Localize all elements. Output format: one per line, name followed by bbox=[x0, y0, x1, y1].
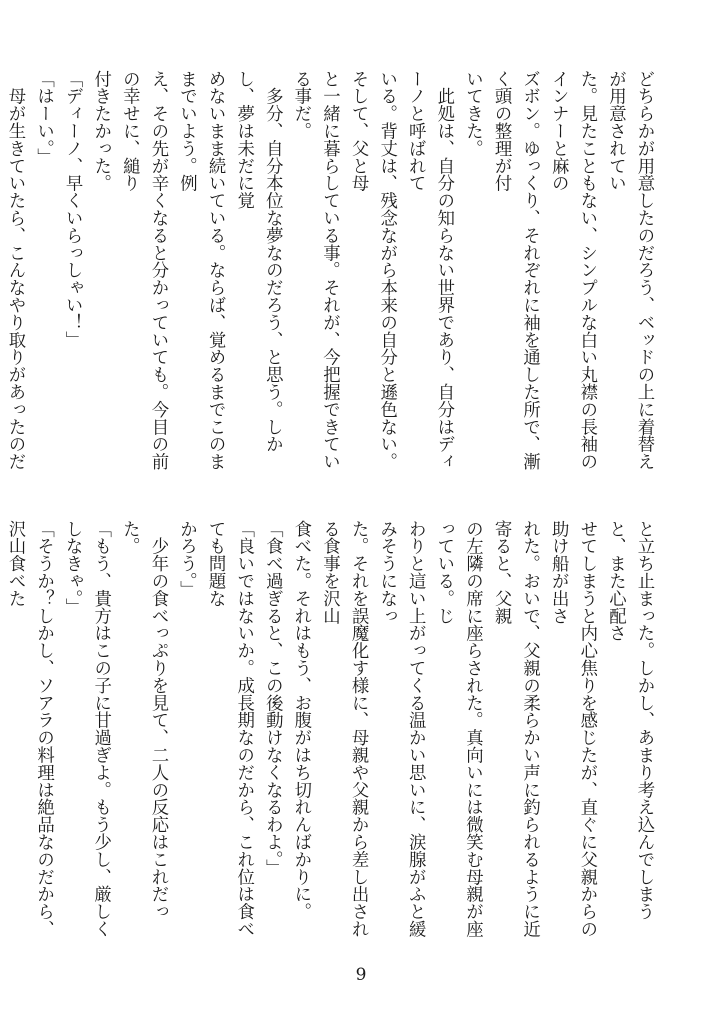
text-line: 「そうか？しかし、ソアラの料理は絶品なのだから、沢山食べた bbox=[4, 520, 54, 938]
text-line: いる。背丈は、残念ながら本来の自分と遜色ない。そして、父と母 bbox=[348, 70, 397, 471]
text-line: た。それを誤魔化す様に、母親や父親から差し出される食事を沢山 bbox=[319, 520, 369, 938]
text-line: 母が生きていたら、こんなやり取りがあったのだ bbox=[4, 87, 25, 471]
text-line: 「もう、貴方はこの子に甘過ぎよ。もう少し、厳しくしなきゃ。」 bbox=[62, 520, 111, 938]
text-line: めないまま続いている。ならば、覚めるまでこのままでいよう。例 bbox=[176, 70, 226, 471]
text-line: の左隣の席に座らされた。真向いには微笑む母親が座っている。じ bbox=[433, 520, 483, 938]
text-line: 付きたかった。 bbox=[90, 70, 111, 192]
page-number: 9 bbox=[355, 965, 367, 985]
text-line: と一緒に暮らしている事。それが、今把握できている事だ。 bbox=[290, 70, 340, 471]
text-line: 多分、自分本位な夢なのだろう、と思う。しかし、夢は未だに覚 bbox=[233, 70, 283, 453]
text-line: いてきた。 bbox=[462, 70, 483, 157]
text-line: 「はーい。」 bbox=[33, 70, 54, 166]
text-line: 少年の食べっぷりを見て、二人の反応はこれだった。 bbox=[119, 520, 168, 921]
lower-text-block bbox=[4, 520, 658, 946]
text-line: ズボン。ゆっくり、それぞれに袖を通した所で、漸く頭の整理が付 bbox=[491, 70, 540, 471]
text-line: かろう。」 bbox=[176, 520, 197, 599]
text-line: え、その先が辛くなると分かっていても。今目の前の幸せに、縋り bbox=[119, 70, 168, 471]
text-line: 「良いではないか。成長期なのだから、これ位は食べても問題な bbox=[205, 520, 254, 938]
text-line: 食べた。それはもう、お腹がはち切れんばかりに。 bbox=[290, 520, 311, 921]
text-line: 「食べ過ぎると、この後動けなくなるわよ。」 bbox=[262, 520, 283, 877]
upper-text-block bbox=[4, 70, 658, 487]
text-line: 「ディーノ、早くいらっしゃい！」 bbox=[62, 70, 83, 349]
text-line: どちらかが用意したのだろう、ベッドの上に着替えが用意されてい bbox=[605, 70, 654, 471]
text-line: と立ち止まった。しかし、あまり考え込んでしまうと、また心配さ bbox=[605, 520, 654, 921]
text-line: わりと這い上がってくる温かい思いに、涙腺がふと緩みそうになっ bbox=[376, 520, 426, 938]
text-line: れた。おいで、父親の柔らかい声に釣られるように近寄ると、父親 bbox=[491, 520, 540, 938]
text-line: せてしまうと内心焦りを感じたが、直ぐに父親からの助け船が出さ bbox=[548, 520, 597, 938]
text-line: 此処は、自分の知らない世界であり、自分はディーノと呼ばれて bbox=[405, 70, 454, 471]
text-line: た。見たこともない、シンプルな白い丸襟の長袖のインナーと麻の bbox=[548, 70, 597, 471]
